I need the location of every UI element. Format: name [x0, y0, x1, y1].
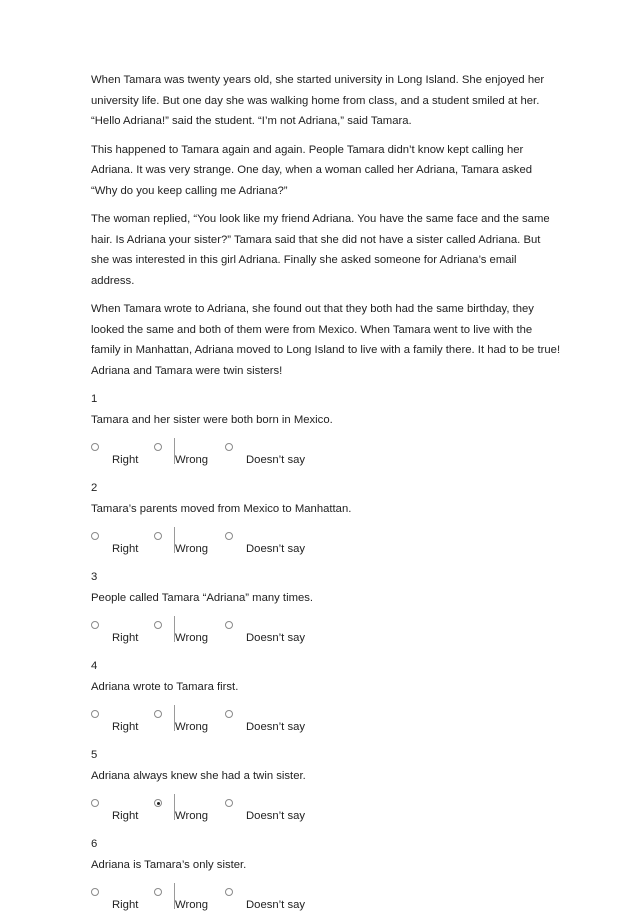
- radio-right[interactable]: [91, 799, 99, 807]
- question-text: Tamara’s parents moved from Mexico to Manhattan.: [91, 502, 352, 515]
- question-5: [91, 745, 561, 834]
- question-list: [91, 389, 561, 923]
- question-number: 5: [91, 749, 98, 761]
- story: [91, 70, 561, 381]
- answer-options: [91, 527, 561, 567]
- radio-wrong[interactable]: [154, 888, 162, 896]
- answer-options: [91, 883, 561, 923]
- radio-wrong[interactable]: [154, 710, 162, 718]
- option-label-right[interactable]: Right: [112, 810, 139, 822]
- option-label-wrong[interactable]: Wrong: [175, 543, 209, 555]
- worksheet: [91, 70, 561, 923]
- radio-wrong[interactable]: [154, 799, 162, 807]
- story-paragraph-1: When Tamara was twenty years old, she started university in Long Island. She enjoyed her university life. But one day she was walking home from class, and a student smiled at her. “Hello Adriana!” said the student. “I’m not Adriana,” said Tamara.: [91, 74, 545, 127]
- option-label-doesn-t-say[interactable]: Doesn’t say: [246, 454, 306, 466]
- option-label-doesn-t-say[interactable]: Doesn’t say: [246, 810, 306, 822]
- option-label-doesn-t-say[interactable]: Doesn’t say: [246, 899, 306, 911]
- option-label-wrong[interactable]: Wrong: [175, 899, 209, 911]
- option-label-wrong[interactable]: Wrong: [175, 632, 209, 644]
- question-number: 1: [91, 393, 98, 405]
- option-label-doesn-t-say[interactable]: Doesn’t say: [246, 632, 306, 644]
- option-label-right[interactable]: Right: [112, 454, 139, 466]
- option-label-wrong[interactable]: Wrong: [175, 454, 209, 466]
- option-label-right[interactable]: Right: [112, 899, 139, 911]
- story-paragraph-3: The woman replied, “You look like my friend Adriana. You have the same face and the same hair. Is Adriana your sister?” Tamara said that she did not have a sister called Adriana. But she was interested in this girl Adriana. Finally she asked someone for Adriana’s email address.: [91, 213, 550, 287]
- radio-doesn-t-say[interactable]: [225, 443, 233, 451]
- answer-options: [91, 705, 561, 745]
- story-paragraph-2: This happened to Tamara again and again. People Tamara didn’t know kept calling her Adriana. It was very strange. One day, when a woman called her Adriana, Tamara asked “Why do you keep calling me Adriana?”: [91, 143, 533, 197]
- radio-right[interactable]: [91, 443, 99, 451]
- question-text: Adriana is Tamara’s only sister.: [91, 858, 247, 871]
- radio-doesn-t-say[interactable]: [225, 621, 233, 629]
- answer-options: [91, 616, 561, 656]
- question-number: 4: [91, 660, 98, 672]
- option-label-doesn-t-say[interactable]: Doesn’t say: [246, 721, 306, 733]
- radio-doesn-t-say[interactable]: [225, 710, 233, 718]
- radio-doesn-t-say[interactable]: [225, 532, 233, 540]
- question-4: [91, 656, 561, 745]
- story-paragraph-4: When Tamara wrote to Adriana, she found out that they both had the same birthday, they looked the same and both of them were from Mexico. When Tamara went to live with the family in Manhattan, Adriana moved to Long Island to live with a family there. It had to be true! Adriana and Tamara were twin sisters!: [91, 303, 561, 377]
- question-text: Tamara and her sister were both born in Mexico.: [91, 413, 333, 426]
- option-label-wrong[interactable]: Wrong: [175, 810, 209, 822]
- radio-right[interactable]: [91, 621, 99, 629]
- question-number: 2: [91, 482, 98, 494]
- radio-wrong[interactable]: [154, 532, 162, 540]
- option-label-right[interactable]: Right: [112, 721, 139, 733]
- question-text: Adriana always knew she had a twin sister.: [91, 769, 306, 782]
- option-label-wrong[interactable]: Wrong: [175, 721, 209, 733]
- question-text: Adriana wrote to Tamara first.: [91, 680, 239, 693]
- radio-wrong[interactable]: [154, 443, 162, 451]
- answer-options: [91, 438, 561, 478]
- option-label-right[interactable]: Right: [112, 632, 139, 644]
- radio-right[interactable]: [91, 710, 99, 718]
- option-label-right[interactable]: Right: [112, 543, 139, 555]
- radio-right[interactable]: [91, 888, 99, 896]
- radio-doesn-t-say[interactable]: [225, 799, 233, 807]
- option-label-doesn-t-say[interactable]: Doesn’t say: [246, 543, 306, 555]
- question-text: People called Tamara “Adriana” many times.: [91, 591, 314, 604]
- radio-doesn-t-say[interactable]: [225, 888, 233, 896]
- answer-options: [91, 794, 561, 834]
- question-2: [91, 478, 561, 567]
- question-3: [91, 567, 561, 656]
- question-number: 6: [91, 838, 98, 850]
- radio-wrong[interactable]: [154, 621, 162, 629]
- question-6: [91, 834, 561, 923]
- radio-right[interactable]: [91, 532, 99, 540]
- question-number: 3: [91, 571, 98, 583]
- question-1: [91, 389, 561, 478]
